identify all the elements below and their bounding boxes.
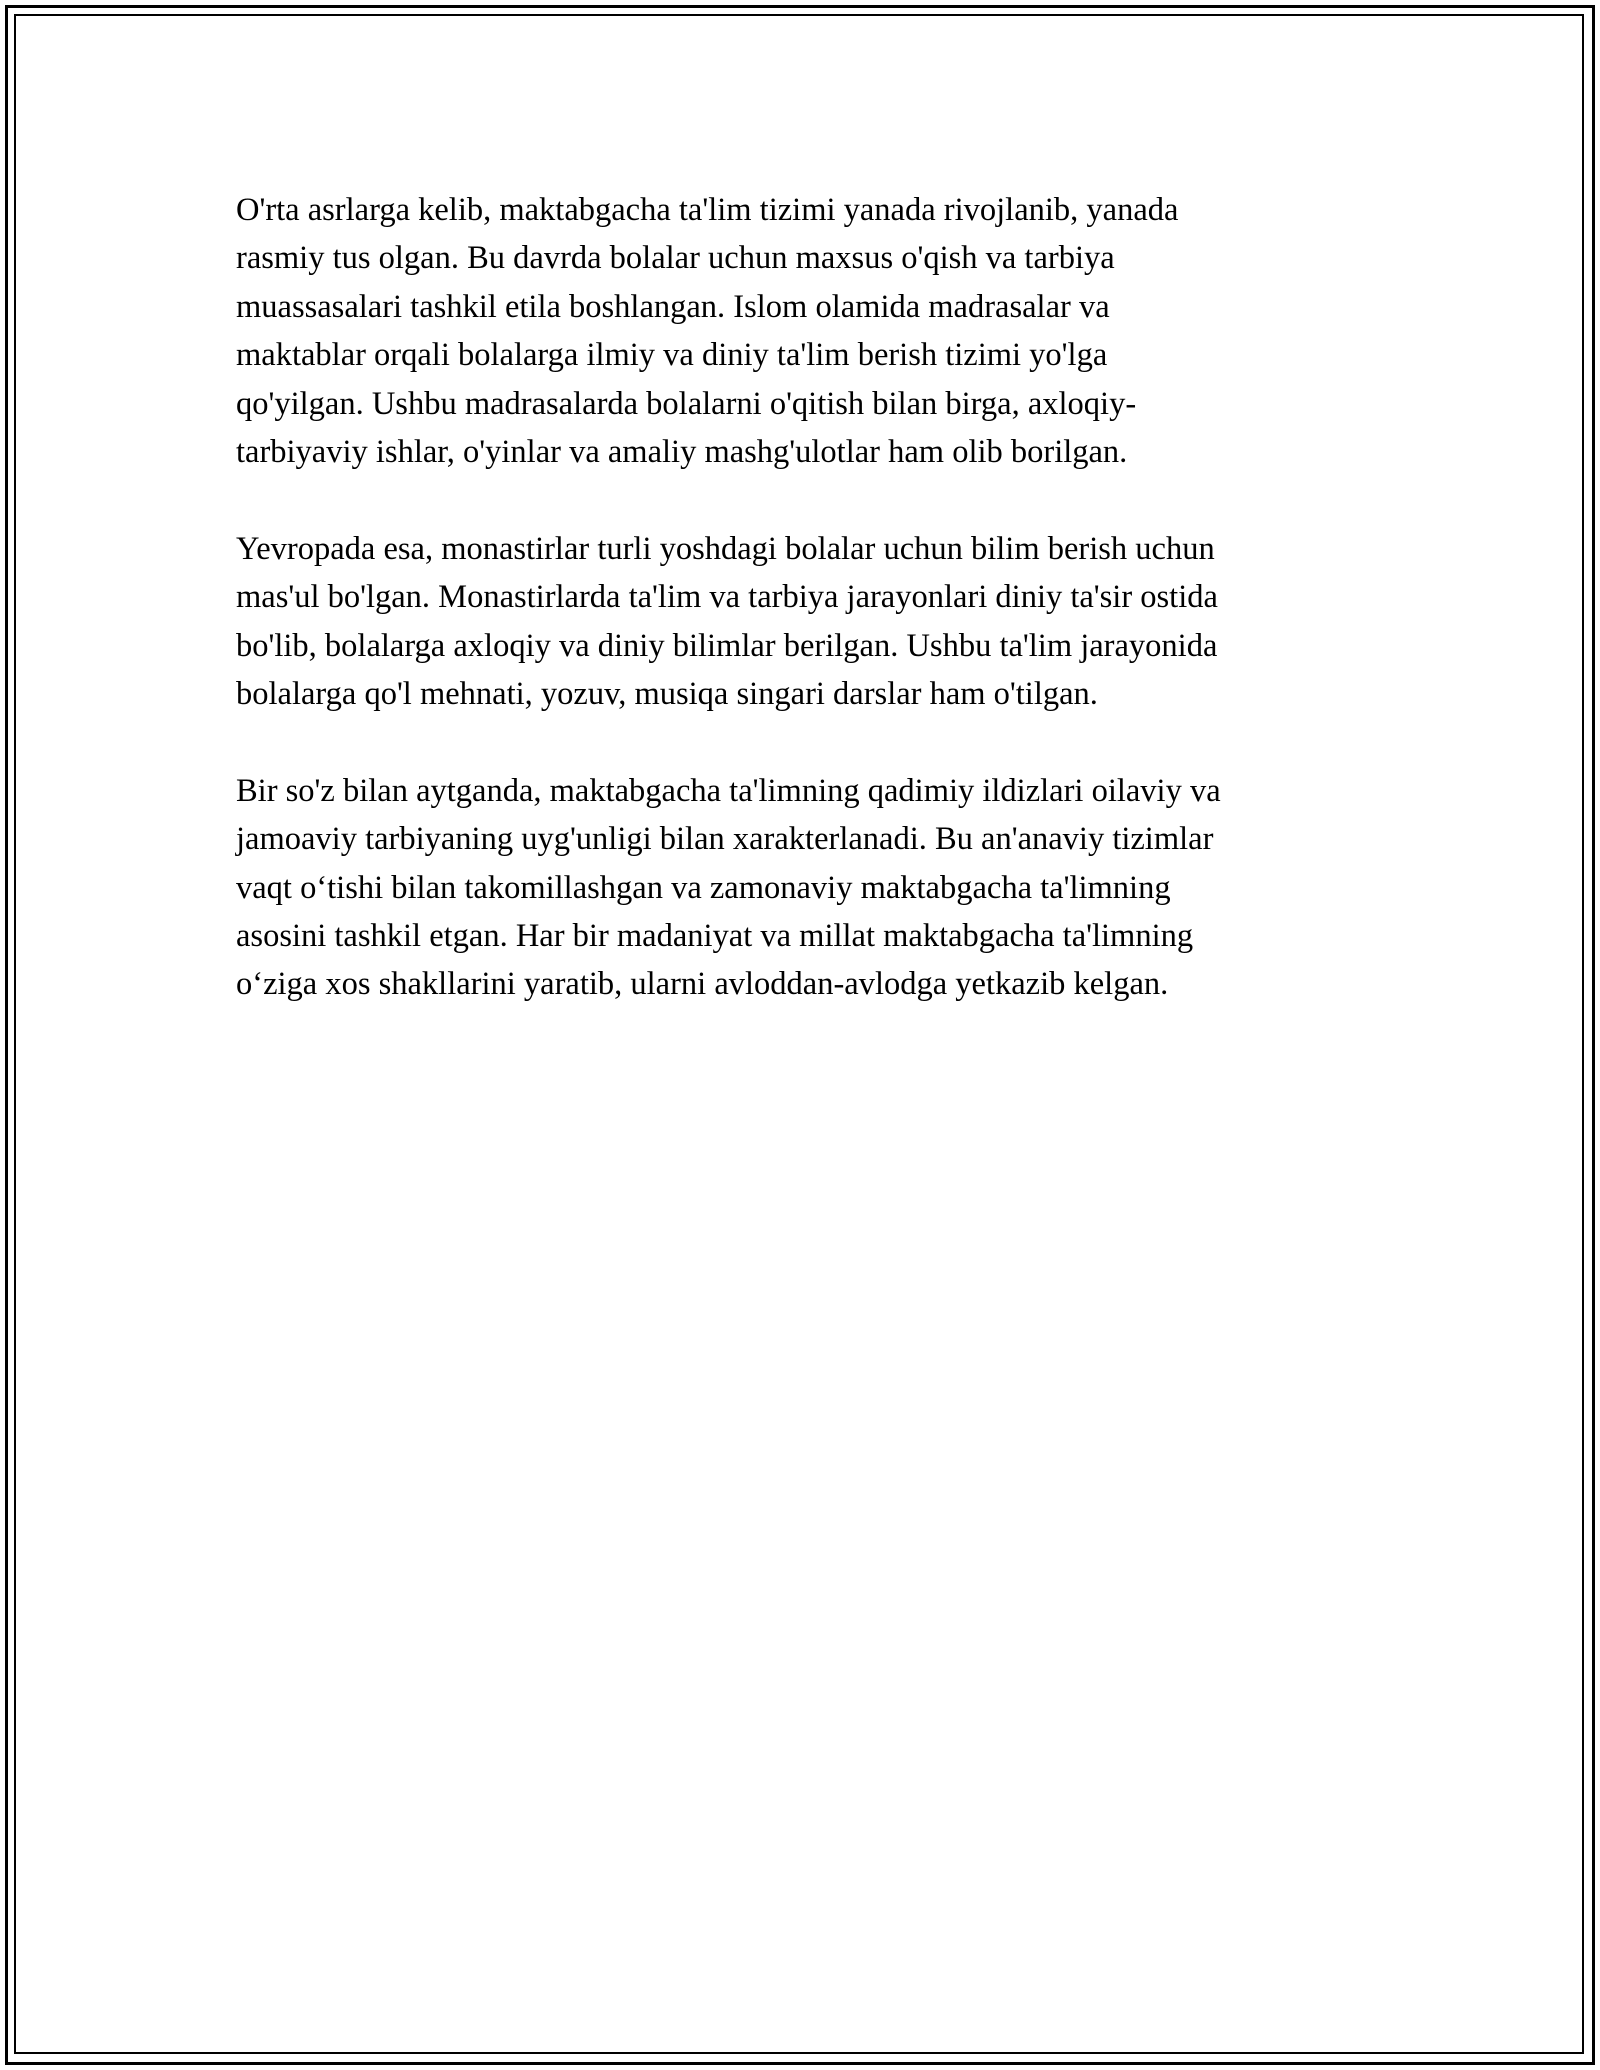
- text-line: bo'lib, bolalarga axloqiy va diniy bilimlar berilgan. Ushbu ta'lim jarayonida: [236, 627, 1218, 664]
- text-line: rasmiy tus olgan. Bu davrda bolalar uchun maxsus o'qish va tarbiya: [236, 240, 1115, 277]
- text-line: mas'ul bo'lgan. Monastirlarda ta'lim va tarbiya jarayonlari diniy ta'sir ostida: [236, 579, 1218, 616]
- text-line: O'rta asrlarga kelib, maktabgacha ta'lim tizimi yanada rivojlanib, yanada: [236, 192, 1179, 228]
- text-line: maktablar orqali bolalarga ilmiy va diniy ta'lim berish tizimi yo'lga: [236, 337, 1108, 374]
- paragraph-1: [236, 186, 1386, 476]
- text-line: tarbiyaviy ishlar, o'yinlar va amaliy mashg'ulotlar ham olib borilgan.: [236, 434, 1128, 471]
- document-body: [236, 186, 1386, 1057]
- text-line: o‘ziga xos shakllarini yaratib, ularni avloddan-avlodga yetkazib kelgan.: [236, 966, 1169, 1003]
- text-line: asosini tashkil etgan. Har bir madaniyat va millat maktabgacha ta'limning: [236, 918, 1194, 955]
- text-line: jamoaviy tarbiyaning uyg'unligi bilan xarakterlanadi. Bu an'anaviy tizimlar: [236, 821, 1214, 858]
- text-line: Bir so'z bilan aytganda, maktabgacha ta'limning qadimiy ildizlari oilaviy va: [236, 772, 1221, 809]
- text-line: bolalarga qo'l mehnati, yozuv, musiqa singari darslar ham o'tilgan.: [236, 676, 1098, 713]
- paragraph-2: [236, 525, 1386, 719]
- text-line: muassasalari tashkil etila boshlangan. Islom olamida madrasalar va: [236, 288, 1110, 325]
- text-line: vaqt o‘tishi bilan takomillashgan va zamonaviy maktabgacha ta'limning: [236, 869, 1171, 906]
- text-line: Yevropada esa, monastirlar turli yoshdagi bolalar uchun bilim berish uchun: [236, 530, 1215, 567]
- paragraph-3: [236, 767, 1386, 1009]
- text-line: qo'yilgan. Ushbu madrasalarda bolalarni o'qitish bilan birga, axloqiy-: [236, 385, 1137, 422]
